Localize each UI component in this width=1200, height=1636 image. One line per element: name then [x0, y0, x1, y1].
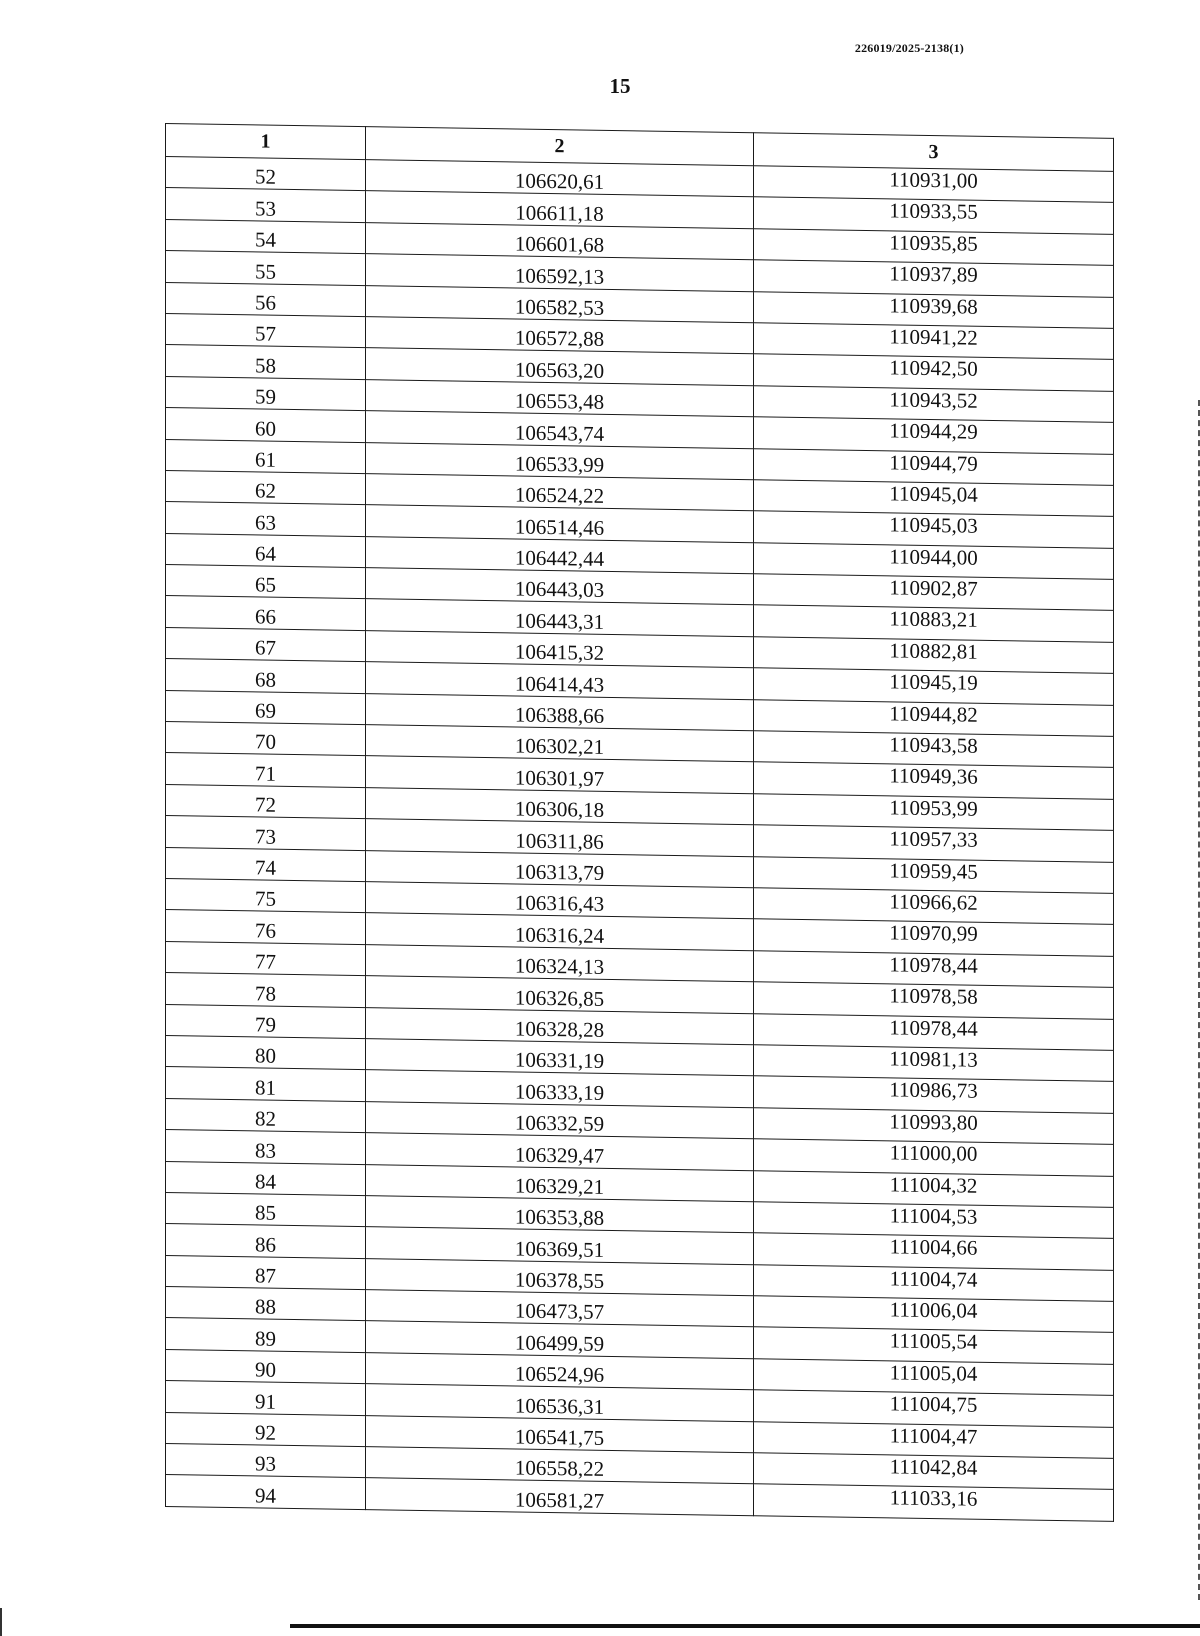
point-number-cell: 53	[166, 188, 366, 223]
coordinate-x-cell: 106301,97	[366, 756, 754, 793]
coordinate-y-cell: 111004,47	[754, 1421, 1114, 1458]
point-number-cell: 73	[166, 816, 366, 851]
coordinate-x-cell: 106369,51	[366, 1227, 754, 1264]
point-number-cell: 57	[166, 313, 366, 348]
point-number-cell: 74	[166, 847, 366, 882]
document-id: 226019/2025-2138(1)	[854, 41, 964, 55]
point-number-cell: 64	[166, 533, 366, 568]
point-number-cell: 61	[166, 439, 366, 474]
point-number-cell: 60	[166, 408, 366, 443]
coordinate-y-cell: 111004,66	[754, 1233, 1114, 1270]
point-number-cell: 92	[166, 1412, 366, 1447]
bottom-scan-rule	[290, 1624, 1200, 1628]
coordinate-y-cell: 110949,36	[754, 762, 1114, 799]
coordinate-x-cell: 106563,20	[366, 348, 754, 385]
coordinate-x-cell: 106415,32	[366, 631, 754, 668]
point-number-cell: 72	[166, 784, 366, 819]
coordinate-y-cell: 111005,54	[754, 1327, 1114, 1364]
coordinate-x-cell: 106533,99	[366, 442, 754, 479]
coordinate-y-cell: 110941,22	[754, 323, 1114, 360]
coordinate-x-cell: 106524,96	[366, 1352, 754, 1389]
coordinate-x-cell: 106601,68	[366, 222, 754, 259]
coordinate-x-cell: 106543,74	[366, 411, 754, 448]
coordinate-y-cell: 110882,81	[754, 637, 1114, 674]
page-number: 15	[609, 74, 631, 98]
coordinate-x-cell: 106353,88	[366, 1196, 754, 1233]
point-number-cell: 67	[166, 627, 366, 662]
coordinate-y-cell: 110943,52	[754, 385, 1114, 422]
coordinate-x-cell: 106378,55	[366, 1258, 754, 1295]
coordinate-y-cell: 110945,03	[754, 511, 1114, 548]
coordinate-x-cell: 106514,46	[366, 505, 754, 542]
point-number-cell: 91	[166, 1381, 366, 1416]
coordinate-y-cell: 111033,16	[754, 1484, 1114, 1521]
table-body	[166, 157, 1114, 1522]
point-number-cell: 59	[166, 376, 366, 411]
coordinate-y-cell: 111004,32	[754, 1170, 1114, 1207]
coordinate-x-cell: 106311,86	[366, 819, 754, 856]
coordinate-y-cell: 110959,45	[754, 856, 1114, 893]
coordinate-y-cell: 110942,50	[754, 354, 1114, 391]
coordinate-x-cell: 106592,13	[366, 254, 754, 291]
coordinate-y-cell: 111004,75	[754, 1390, 1114, 1427]
coordinate-x-cell: 106443,31	[366, 599, 754, 636]
coordinate-y-cell: 111004,53	[754, 1202, 1114, 1239]
point-number-cell: 78	[166, 973, 366, 1008]
point-number-cell: 82	[166, 1098, 366, 1133]
coordinate-x-cell: 106326,85	[366, 976, 754, 1013]
coordinate-y-cell: 110966,62	[754, 888, 1114, 925]
coordinate-y-cell: 110953,99	[754, 794, 1114, 831]
point-number-cell: 79	[166, 1004, 366, 1039]
point-number-cell: 90	[166, 1349, 366, 1384]
point-number-cell: 77	[166, 941, 366, 976]
point-number-cell: 88	[166, 1287, 366, 1322]
coordinates-table	[165, 123, 1114, 1522]
coordinate-y-cell: 110993,80	[754, 1107, 1114, 1144]
point-number-cell: 89	[166, 1318, 366, 1353]
coordinate-x-cell: 106331,19	[366, 1039, 754, 1076]
coordinate-x-cell: 106558,22	[366, 1447, 754, 1484]
coordinate-y-cell: 110943,58	[754, 731, 1114, 768]
coordinate-x-cell: 106324,13	[366, 944, 754, 981]
coordinate-x-cell: 106333,19	[366, 1070, 754, 1107]
coordinate-x-cell: 106582,53	[366, 285, 754, 322]
scan-edge-marks	[1194, 400, 1200, 1600]
point-number-cell: 80	[166, 1035, 366, 1070]
coordinate-x-cell: 106316,43	[366, 882, 754, 919]
coordinates-table-container	[165, 123, 1113, 1522]
coordinate-x-cell: 106442,44	[366, 536, 754, 573]
point-number-cell: 76	[166, 910, 366, 945]
coordinate-x-cell: 106572,88	[366, 317, 754, 354]
coordinate-y-cell: 111005,04	[754, 1359, 1114, 1396]
column-header-2: 2	[366, 127, 754, 166]
coordinate-y-cell: 110933,55	[754, 197, 1114, 234]
point-number-cell: 68	[166, 659, 366, 694]
coordinate-x-cell: 106332,59	[366, 1101, 754, 1138]
point-number-cell: 65	[166, 565, 366, 600]
coordinate-x-cell: 106388,66	[366, 693, 754, 730]
left-scan-mark	[0, 1608, 2, 1636]
point-number-cell: 54	[166, 219, 366, 254]
coordinate-x-cell: 106329,47	[366, 1133, 754, 1170]
coordinate-y-cell: 110931,00	[754, 166, 1114, 203]
coordinate-y-cell: 110944,82	[754, 699, 1114, 736]
coordinate-x-cell: 106329,21	[366, 1164, 754, 1201]
coordinate-y-cell: 110883,21	[754, 605, 1114, 642]
point-number-cell: 56	[166, 282, 366, 317]
coordinate-y-cell: 110902,87	[754, 574, 1114, 611]
column-header-3: 3	[754, 133, 1114, 172]
point-number-cell: 83	[166, 1130, 366, 1165]
coordinate-y-cell: 110945,19	[754, 668, 1114, 705]
coordinate-y-cell: 110935,85	[754, 229, 1114, 266]
point-number-cell: 84	[166, 1161, 366, 1196]
coordinate-y-cell: 110978,44	[754, 1013, 1114, 1050]
point-number-cell: 62	[166, 470, 366, 505]
coordinate-y-cell: 110937,89	[754, 260, 1114, 297]
coordinate-x-cell: 106536,31	[366, 1384, 754, 1421]
point-number-cell: 55	[166, 251, 366, 286]
point-number-cell: 69	[166, 690, 366, 725]
coordinate-y-cell: 110944,79	[754, 448, 1114, 485]
coordinate-y-cell: 110978,44	[754, 951, 1114, 988]
coordinate-y-cell: 110981,13	[754, 1045, 1114, 1082]
point-number-cell: 86	[166, 1224, 366, 1259]
coordinate-y-cell: 111042,84	[754, 1453, 1114, 1490]
coordinate-y-cell: 110945,04	[754, 480, 1114, 517]
point-number-cell: 75	[166, 878, 366, 913]
coordinate-y-cell: 111000,00	[754, 1139, 1114, 1176]
coordinate-x-cell: 106581,27	[366, 1478, 754, 1515]
coordinate-x-cell: 106302,21	[366, 725, 754, 762]
coordinate-x-cell: 106473,57	[366, 1290, 754, 1327]
coordinate-x-cell: 106541,75	[366, 1415, 754, 1452]
coordinate-x-cell: 106313,79	[366, 850, 754, 887]
coordinate-x-cell: 106524,22	[366, 474, 754, 511]
point-number-cell: 85	[166, 1192, 366, 1227]
coordinate-x-cell: 106553,48	[366, 379, 754, 416]
point-number-cell: 70	[166, 722, 366, 757]
coordinate-y-cell: 110957,33	[754, 825, 1114, 862]
coordinate-y-cell: 110970,99	[754, 919, 1114, 956]
coordinate-y-cell: 110986,73	[754, 1076, 1114, 1113]
coordinate-y-cell: 111004,74	[754, 1264, 1114, 1301]
point-number-cell: 52	[166, 157, 366, 192]
coordinate-x-cell: 106443,03	[366, 568, 754, 605]
point-number-cell: 94	[166, 1475, 366, 1510]
coordinate-y-cell: 111006,04	[754, 1296, 1114, 1333]
coordinate-x-cell: 106620,61	[366, 160, 754, 197]
point-number-cell: 66	[166, 596, 366, 631]
point-number-cell: 63	[166, 502, 366, 537]
point-number-cell: 81	[166, 1067, 366, 1102]
point-number-cell: 93	[166, 1444, 366, 1479]
point-number-cell: 58	[166, 345, 366, 380]
coordinate-x-cell: 106414,43	[366, 662, 754, 699]
point-number-cell: 87	[166, 1255, 366, 1290]
coordinate-x-cell: 106328,28	[366, 1007, 754, 1044]
coordinate-x-cell: 106611,18	[366, 191, 754, 228]
coordinate-y-cell: 110944,29	[754, 417, 1114, 454]
coordinate-y-cell: 110939,68	[754, 291, 1114, 328]
coordinate-y-cell: 110944,00	[754, 542, 1114, 579]
column-header-1: 1	[166, 124, 366, 160]
coordinate-x-cell: 106316,24	[366, 913, 754, 950]
coordinate-y-cell: 110978,58	[754, 982, 1114, 1019]
coordinate-x-cell: 106499,59	[366, 1321, 754, 1358]
coordinate-x-cell: 106306,18	[366, 787, 754, 824]
point-number-cell: 71	[166, 753, 366, 788]
